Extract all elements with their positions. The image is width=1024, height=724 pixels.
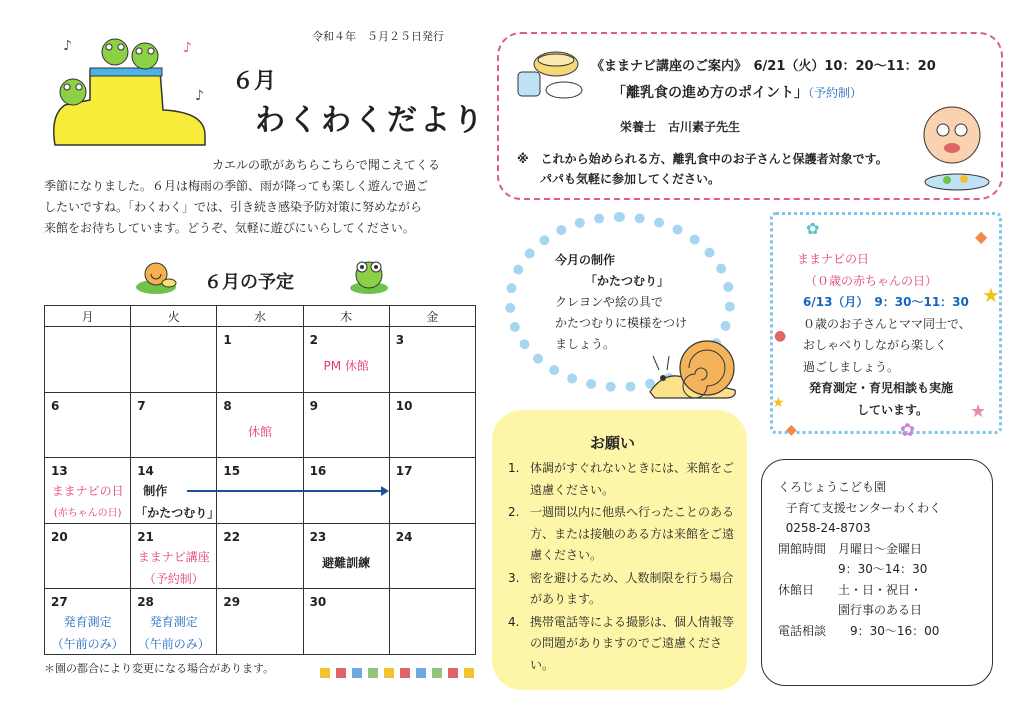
craft-heading: 今月の制作 [555, 253, 616, 267]
calendar-event: ままナビの日 [51, 484, 124, 499]
calendar-event: ままナビ講座 [137, 549, 210, 564]
calendar-week-row [45, 589, 476, 655]
svg-text:♪: ♪ [63, 38, 72, 54]
day-number: 2 [309, 333, 318, 347]
mamanavi-title: ままナビの日 [797, 252, 870, 266]
calendar-day-cell [217, 327, 303, 393]
calendar-day-cell [131, 327, 217, 393]
cooking-icon [510, 42, 590, 104]
mamanavi-line: おしゃべりしながら楽しく [803, 338, 948, 352]
day-number: 10 [395, 398, 413, 413]
request-text: 一週間以内に他県へ行ったことのある方、または接触のある方は来館をご遠慮ください。 [530, 505, 735, 562]
svg-text:✿: ✿ [806, 219, 820, 238]
svg-text:♪: ♪ [183, 40, 192, 56]
footer-decoration [318, 664, 478, 682]
calendar-event: (赤ちゃんの日) [53, 508, 122, 520]
mamanavi-line: 過ごしましょう。 [803, 359, 900, 374]
intro-line: したいですね。「わくわく」では、引き続き感染予防対策に努めながら [44, 200, 423, 214]
mamanavi-bold-line: しています。 [857, 402, 929, 417]
svg-text:◆: ◆ [786, 422, 797, 438]
calendar-week-row [45, 327, 476, 393]
calendar-day-cell [389, 589, 475, 655]
intro-line: 季節になりました。６月は梅雨の季節、雨が降っても楽しく遊んで過ご [44, 179, 429, 193]
craft-line: かたつむりに模様をつけ [555, 316, 688, 330]
course-heading: 《ままナビ講座のご案内》 6/21（火）10：20〜11：20 [591, 59, 936, 74]
day-number: 23 [309, 529, 327, 544]
course-note: ※ これから始められる方、離乳食中のお子さんと保護者対象です。 [517, 152, 888, 166]
snail-illustration [645, 330, 745, 402]
calendar-day-cell [303, 392, 389, 458]
intro-line: カエルの歌があちらこちらで聞こえてくる [212, 158, 440, 172]
intro-text [44, 155, 464, 239]
svg-text:★: ★ [982, 283, 1000, 307]
calendar-day-cell [389, 523, 475, 589]
day-number: 8 [223, 398, 232, 413]
event-span-arrow [185, 485, 390, 497]
contact-line: くろじょうこども園 [778, 480, 887, 494]
calendar-event: 制作 [143, 484, 168, 499]
schedule-calendar [44, 305, 476, 655]
day-number: 3 [395, 333, 405, 347]
weekday-header: 木 [303, 306, 389, 327]
calendar-day-cell [45, 589, 131, 655]
svg-text:✿: ✿ [900, 420, 916, 441]
mamanavi-line: ０歳のお子さんとママ同士で、 [803, 316, 971, 331]
requests-list [508, 458, 740, 677]
calendar-day-cell [217, 589, 303, 655]
day-number: 28 [137, 595, 154, 610]
calendar-day-cell [45, 458, 131, 524]
day-number: 20 [51, 529, 68, 544]
contact-line: 電話相談 9：30〜16：00 [778, 623, 940, 638]
svg-text:★: ★ [772, 395, 785, 411]
calendar-week-row [45, 392, 476, 458]
day-number: 16 [309, 464, 327, 479]
contact-line: 休館日 土・日・祝日・ [778, 582, 923, 597]
day-number: 9 [309, 398, 318, 413]
snail-icon [134, 257, 178, 295]
calendar-event: 「かたつむり」 [135, 506, 220, 521]
calendar-day-cell [303, 327, 389, 393]
mamanavi-bold-line: 発育測定・育児相談も実施 [809, 381, 954, 395]
course-topic-text: 「離乳食の進め方のポイント」 [612, 85, 808, 101]
newsletter-title: わくわくだより [255, 103, 486, 138]
day-number: 22 [223, 529, 241, 544]
calendar-event: （予約制） [143, 571, 204, 586]
schedule-note: ＊園の都合により変更になる場合があります。 [44, 662, 275, 675]
calendar-day-cell [303, 523, 389, 589]
calendar-day-cell [45, 392, 131, 458]
day-number: 7 [137, 398, 146, 413]
day-number: 29 [223, 595, 241, 610]
baby-eating-icon [912, 100, 997, 195]
calendar-day-cell [131, 392, 217, 458]
calendar-header-row [45, 306, 476, 327]
calendar-day-cell [131, 523, 217, 589]
calendar-event: 発育測定 [63, 615, 112, 630]
day-number: 6 [51, 398, 60, 413]
intro-line: 来館をお待ちしています。どうぞ、気軽に遊びにいらしてください。 [44, 221, 415, 235]
calendar-day-cell [389, 327, 475, 393]
request-text: 密を避けるため、人数制限を行う場合があります。 [530, 570, 734, 606]
day-number: 13 [51, 464, 68, 479]
calendar-day-cell [217, 523, 303, 589]
frog-boot-illustration [45, 30, 215, 150]
calendar-event: （午前のみ） [137, 637, 210, 652]
request-item [508, 568, 740, 611]
request-text: 体調がすぐれないときには、来館をご遠慮ください。 [530, 461, 735, 497]
svg-text:♪: ♪ [195, 88, 204, 104]
contact-line: 園行事のある日 [778, 603, 923, 617]
svg-text:●: ● [774, 328, 787, 344]
day-number: 24 [395, 529, 413, 544]
craft-line: ましょう。 [555, 337, 616, 351]
mamanavi-time: 6/13（月） 9：30〜11：30 [803, 295, 969, 309]
newsletter-month: ６月 [232, 69, 277, 94]
course-lecturer: 栄養士 古川素子先生 [620, 120, 741, 134]
calendar-day-cell [45, 523, 131, 589]
svg-text:◆: ◆ [975, 227, 988, 246]
day-number: 30 [309, 595, 327, 610]
request-item [508, 458, 740, 501]
day-number: 21 [137, 529, 154, 544]
contact-line: 9：30〜14：30 [778, 562, 928, 576]
calendar-day-cell [389, 392, 475, 458]
day-number: 1 [223, 333, 232, 347]
day-number: 15 [223, 464, 241, 479]
calendar-day-cell [217, 392, 303, 458]
contact-line: 開館時間 月曜日〜金曜日 [778, 541, 923, 556]
day-number: 27 [51, 595, 68, 610]
request-text: 携帯電話等による撮影は、個人情報等の問題がありますのでご遠慮ください。 [530, 614, 735, 672]
weekday-header: 水 [217, 306, 303, 327]
day-number: 14 [137, 464, 154, 479]
calendar-day-cell [45, 327, 131, 393]
frog-icon [348, 255, 390, 295]
weekday-header: 金 [389, 306, 475, 327]
calendar-event: 避難訓練 [322, 555, 371, 570]
calendar-day-cell [131, 589, 217, 655]
svg-text:★: ★ [970, 401, 987, 422]
mamanavi-subtitle: （０歳の赤ちゃんの日） [805, 273, 938, 288]
course-reservation: （予約制） [808, 86, 863, 100]
calendar-day-cell [303, 589, 389, 655]
calendar-day-cell [389, 458, 475, 524]
request-number: 1. [508, 461, 520, 475]
day-number: 17 [395, 464, 413, 479]
calendar-event: （午前のみ） [51, 637, 124, 652]
contact-line: 子育て支援センターわくわく [778, 500, 942, 515]
request-number: 4. [508, 614, 520, 629]
request-item [508, 502, 740, 567]
contact-info [778, 477, 941, 641]
requests-title: お願い [590, 434, 636, 452]
calendar-event: 発育測定 [149, 615, 198, 630]
request-item [508, 612, 740, 677]
weekday-header: 火 [131, 306, 217, 327]
calendar-event: PM 休館 [323, 359, 369, 373]
sea-creatures-decoration [770, 212, 1002, 442]
contact-line: 0258-24-8703 [778, 521, 871, 535]
issue-date: 令和４年 ５月２５日発行 [312, 30, 444, 43]
craft-title: 「かたつむり」 [585, 274, 670, 288]
request-number: 2. [508, 505, 520, 519]
request-number: 3. [508, 570, 520, 585]
calendar-week-row [45, 523, 476, 589]
craft-line: クレヨンや絵の具で [555, 295, 664, 309]
schedule-title: ６月の予定 [204, 272, 294, 293]
course-note: パパも気軽に参加してください。 [540, 172, 721, 186]
calendar-event: 休館 [247, 424, 272, 439]
weekday-header: 月 [45, 306, 131, 327]
course-topic [612, 82, 862, 102]
